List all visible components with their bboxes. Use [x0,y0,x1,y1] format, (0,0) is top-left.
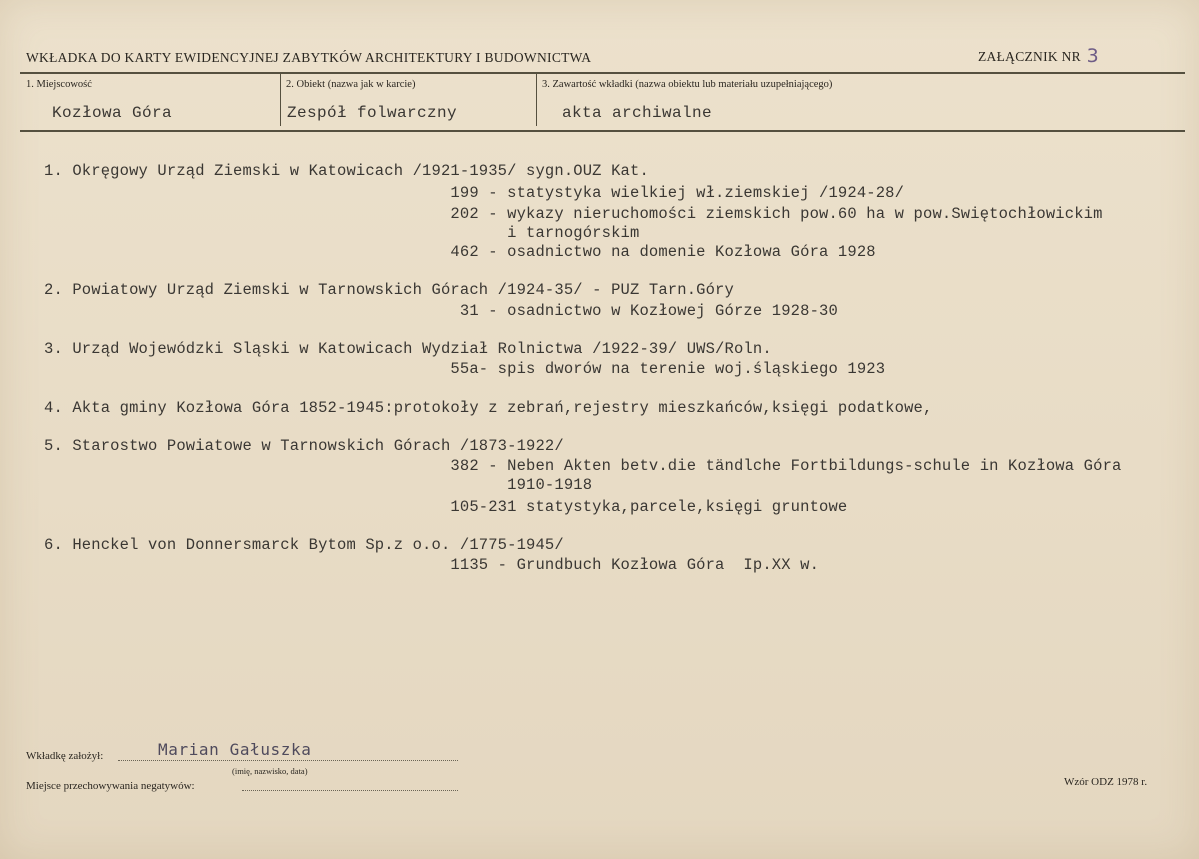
created-by-hint: (imię, nazwisko, data) [232,766,308,776]
annex-label [978,44,1099,66]
annex-label-text: ZAŁĄCZNIK NR [978,49,1081,64]
card-title: WKŁADKA DO KARTY EWIDENCYJNEJ ZABYTKÓW ARCHITEKTURY I BUDOWNICTWA [26,50,592,65]
entry-line: 462 - osadnictwo na domenie Kozłowa Góra 1928 [44,243,876,261]
entry-line: 3. Urząd Wojewódzki Sląski w Katowicach Wydział Rolnictwa /1922-39/ UWS/Roln. [44,340,772,358]
field-divider-2 [536,74,537,126]
annex-number: 3 [1086,45,1100,67]
object-value: Zespół folwarczny [287,104,458,122]
entry-line: 1910-1918 [44,476,593,494]
template-note: Wzór ODZ 1978 r. [1064,776,1148,788]
locality-value: Kozłowa Góra [52,104,173,122]
content-label: 3. Zawartość wkładki (nazwa obiektu lub materiału uzupełniającego) [542,79,833,90]
entry-line: 202 - wykazy nieruchomości ziemskich pow.60 ha w pow.Swiętochłowickim [44,205,1103,223]
entry-line: 55a- spis dworów na terenie woj.śląskiego 1923 [44,360,886,378]
header-rule [20,72,1185,74]
entry-line: 2. Powiatowy Urząd Ziemski w Tarnowskich Górach /1924-35/ - PUZ Tarn.Góry [44,281,734,299]
negatives-label: Miejsce przechowywania negatywów: [26,780,195,792]
entry-line: 1. Okręgowy Urząd Ziemski w Katowicach /1921-1935/ sygn.OUZ Kat. [44,162,649,180]
created-by-value: Marian Gałuszka [158,740,312,759]
entry-line: 5. Starostwo Powiatowe w Tarnowskich Górach /1873-1922/ [44,437,564,455]
entry-line: 199 - statystyka wielkiej wł.ziemskiej /1924-28/ [44,184,905,202]
entry-line: 382 - Neben Akten betv.die tändlche Fortbildungs-schule in Kozłowa Góra [44,457,1122,475]
entry-line: 1135 - Grundbuch Kozłowa Góra Ip.XX w. [44,556,820,574]
fields-rule [20,130,1185,132]
locality-label: 1. Miejscowość [26,79,92,90]
created-by-label: Wkładkę założył: [26,750,104,762]
content-value: akta archiwalne [562,104,713,122]
field-divider-1 [280,74,281,126]
entry-line: 105-231 statystyka,parcele,księgi gruntowe [44,498,848,516]
created-by-line [118,760,458,761]
entry-line: i tarnogórskim [44,224,640,242]
negatives-line [242,790,458,791]
entry-line: 4. Akta gminy Kozłowa Góra 1852-1945:protokoły z zebrań,rejestry mieszkańców,księgi podatkowe, [44,399,933,417]
entry-line: 6. Henckel von Donnersmarck Bytom Sp.z o.o. /1775-1945/ [44,536,564,554]
object-label: 2. Obiekt (nazwa jak w karcie) [286,79,416,90]
entry-line: 31 - osadnictwo w Kozłowej Górze 1928-30 [44,302,838,320]
